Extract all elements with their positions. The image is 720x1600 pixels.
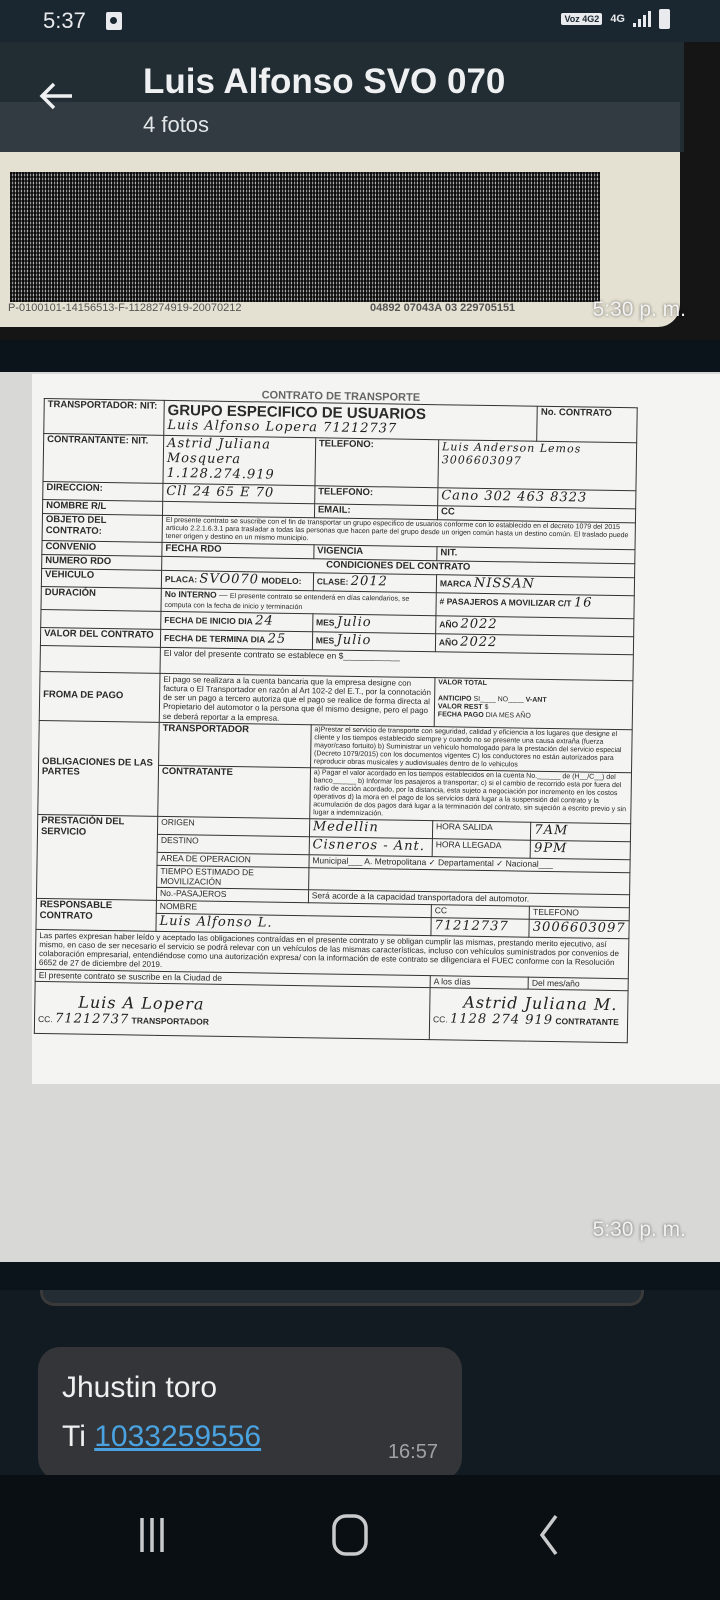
label: CLASE:: [316, 576, 349, 587]
label: DURACIÓN: [41, 586, 161, 611]
value: Cano 302 463 8323: [438, 488, 636, 509]
label: # PASAJEROS A MOVILIZAR C/T: [439, 596, 572, 609]
label: AREA DE OPERACION: [157, 852, 309, 867]
label: VIGENCIA: [314, 545, 437, 561]
label: FROMA DE PAGO: [39, 671, 160, 722]
value: 1128 274 919: [449, 1011, 554, 1028]
label: CC: [437, 506, 635, 523]
label: PLACA:: [164, 573, 198, 585]
label: V-ANT: [525, 696, 547, 704]
label: No. CONTRATO: [537, 406, 637, 443]
value: Cisneros - Ant.: [309, 837, 432, 857]
value: 2012: [350, 573, 388, 590]
network-type: 4G: [610, 13, 625, 25]
value: 71212737: [431, 918, 530, 937]
label: AÑO: [515, 712, 531, 720]
label: MARCA: [439, 578, 472, 589]
card-code-right: 04892 07043A 03 229705151: [370, 302, 516, 314]
label: CONVENIO: [42, 540, 162, 556]
label: VALOR TOTAL: [438, 678, 487, 687]
label: ANTICIPO: [438, 695, 472, 703]
label: No.-PASAJEROS: [156, 888, 308, 903]
label: OBLIGACIONES DE LAS PARTES: [38, 720, 159, 816]
value: 71212737: [54, 1011, 130, 1028]
label: ORIGEN: [157, 817, 309, 837]
label: DIA: [485, 711, 498, 720]
text: El valor del presente contrato se establece en $____________: [160, 647, 633, 680]
value: 9PM: [530, 840, 630, 860]
photo-count: 4 fotos: [143, 112, 210, 137]
message-time: 16:57: [387, 1441, 438, 1463]
label: DESTINO: [157, 834, 309, 854]
label: VALOR DEL CONTRATO: [40, 627, 160, 647]
value: 7AM: [531, 822, 631, 842]
text: El presente contrato se suscribe con el fin de transportar un grupo especifico de usuarios conforme con lo establecido en el decreto 1079 del 2015 articulo 2.2.1.6.3.1 para trasladar a todas las personas que hacen parte del grupo desde un origen común hasta un destino común. El traslado puede tener origen y destino en un mismo municipio.: [162, 515, 635, 550]
message-prefix: Ti: [62, 1420, 86, 1453]
status-time: 5:37: [43, 8, 86, 33]
text: a)Prestar el servicio de transporte con seguridad, calidad y eficiencia a los lugares que designe el cliente y los tiempos establecido siempre y cuando no se presente una causa extraña (fuerza mayor/caso fortuito) b) Suministrar un vehiculo homologado para la prestación del servicio especial (Decreto 1079/2015) con los documentos vigentes C) los conductores no están autorizados para reproducir obras musicales y audiovisuales dentro de lo vehiculos: [310, 724, 632, 772]
label: NUMERO RDO: [42, 554, 162, 570]
status-bar: [0, 0, 720, 42]
label: TELEFONO: [529, 906, 629, 920]
label: FECHA RDO: [162, 542, 314, 558]
value: Luis Alfonso Lopera 71212737: [167, 418, 398, 437]
value: Luis Anderson Lemos 3006603097: [438, 440, 637, 491]
label: CONDICIONES DEL CONTRATO: [162, 556, 635, 577]
contract-form: CONTRATO DE TRANSPORTE TRANSPORTADOR: NIT: GRUPO ESPECIFICO DE USUARIOS Luis Alfonso Lopera 71212737 No. CONTRATO CONTRANTANTE: NIT. Astrid Juliana Mosquera 1.128.274.919 TELEFONO: Luis Anderson Lemos 3006603097 DIRECCION: Cll 24 65 E 70 TELEFONO: Cano 302 463 8323 NOMBRE R/L EMAIL: CC OBJETO DEL CONTRATO: El presente contrato se suscribe con el fin de transportar un grupo especifico de usuarios conforme con lo establecido en el decreto 1079 del 2015 articulo 2.2.1.6.3.1 para trasladar a todas las personas que hacen parte del grupo desde un origen común hasta un destino común. El traslado puede tener origen y destino en un mismo municipio. CONVENIO FECHA RDO VIGENCIA NIT. NUMERO RDO CONDICIONES DEL CONTRATO VEHICULO PLACA: SVO070 MODELO: CLASE: 2012 MARCA NISSAN DURACIÓN No INTERNO — El presente contrato se entenderá en días calendarios, se computa con la fecha de inicio y terminación # PASAJEROS A MOVILIZAR C/T 16 FECHA DE INICIO DIA 24 MES Julio AÑO 2022 VALOR DEL CONTRATO FECHA DE TERMINA DIA 25 MES Julio AÑO 2022 El valor del presente contrato se establece en $____________ FROMA DE PAGO El pago se realizara a la cuenta bancaria que la empresa designe con factura o El Transportador en razón al Art 102-2 del E.T., por la connotación de ser un pago a tercero autoriza que el pago se realice de forma directa al Propietario del automotor o la persona que él mismo designe, pero el pago se deberá reportar a la empresa. VALOR TOTAL ANTICIPO SI____ NO____ V-ANT VALOR REST $ FECHA PAGO DIA MES AÑO OBLIGACIONES DE LAS PARTES TRANSPORTADOR a)Prestar el servicio de transporte con seguridad, calidad y eficiencia a los lugares que designe el cliente y los tiempos establecido siempre y cuando no se presente una causa extraña (fuerza mayor/caso fortuito) b) Suministrar un vehiculo homologado para la prestación del servicio especial (Decreto 1079/2015) con los documentos vigentes C) los conductores no están autorizados para reproducir obras musicales y audiovisuales dentro de lo vehiculos CONTRATANTE a) Pagar el valor acordado en los tiempos establecidos en la cuenta No.______ de (H__/C__) del banco______ b) Informar los pasajeros a transportar; c) si el cambio de recorrido esta por fuera del radio de acción acordado, por la distancia, esta sujeto a negociación por incremento en los costos operativos d) la mora en el pago de los servicios dará lugar a la suspensión del contrato y la acumulación de dos pagos dará lugar a la terminación del contrato, sin sujeción a escrito previo y sin lugar a indemnización. PRESTACIÓN DEL SERVICIO ORIGEN Medellin HORA SALIDA 7AM DESTINO Cisneros - Ant. HORA LLEGADA 9PM AREA DE OPERACION Municipal___ A. Metropolitana ✓ Departamental ✓ Nacional___ TIEMPO ESTIMADO DE MOVILIZACIÓN No.-PASAJEROS Será acorde a la capacidad transportadora del automotor. RESPONSABLE CONTRATO NOMBRE CC TELEFONO Luis Alfonso L. 71212737 3006603097 Las partes expresan haber leído y aceptado las obligaciones contraídas en el presente contrato y se obligan cumplir las mismas, prestando merito ejecutivo, así mismo, en caso de ser necesario el servicio se podrá relevar con un vehículos de las mismas características, incluso con vehículos suministrados por convenios de colaboración empresarial, entendiéndose como una autorización expresa/ con la información de este contrato se diligenciara el FUEC conforme con la Resolución 6652 de 27 de diciembre del 2019. El presente contrato se suscribe en la Ciudad de A los días Del mes/año Luis A Lopera CC. 71212737 TRANSPORTADOR Astrid Juliana M. CC. 1128 274 919 CONTRATANTE: [34, 386, 638, 1044]
label: CC: [431, 905, 530, 919]
value: 24: [255, 613, 274, 629]
photo-timestamp: 5:30 p. m.: [592, 298, 686, 321]
navigation-bar: [0, 1475, 720, 1600]
home-icon[interactable]: [320, 1510, 380, 1560]
value: Julio: [336, 614, 372, 631]
label: FECHA PAGO: [437, 711, 484, 719]
value: 25: [267, 631, 287, 647]
label: TRANSPORTADOR: NIT:: [44, 399, 165, 436]
recent-apps-icon[interactable]: [122, 1510, 182, 1560]
value: Julio: [336, 632, 372, 648]
label: CONTRATANTE: [555, 1015, 619, 1027]
form-heading: CONTRATO DE TRANSPORTE: [261, 389, 421, 404]
signature-contratante: Astrid Juliana M.: [463, 993, 618, 1015]
label: MES: [316, 617, 335, 628]
value: 2022: [460, 634, 498, 650]
label: A los días: [430, 975, 529, 989]
value: Medellin: [309, 819, 432, 839]
back-arrow-icon[interactable]: [36, 80, 76, 112]
message-name: Jhustin toro: [62, 1371, 218, 1404]
text: Será acorde a la capacidad transportadora del automotor.: [308, 890, 629, 908]
label: FECHA DE TERMINA: [163, 632, 249, 645]
label: MODELO:: [261, 575, 302, 586]
phone-link[interactable]: 1033259556: [94, 1420, 262, 1453]
value: Cll 24 65 E 70: [163, 483, 315, 503]
form-title: GRUPO ESPECIFICO DE USUARIOS: [167, 401, 427, 424]
label: NOMBRE R/L: [42, 499, 162, 515]
label: CONTRATANTE: [158, 765, 311, 819]
chat-header: [0, 42, 684, 152]
label: OBJETO DEL CONTRATO:: [42, 513, 162, 542]
label: DIA: [238, 615, 253, 627]
label: EMAIL:: [314, 504, 437, 520]
label: AÑO: [439, 619, 459, 630]
label: CC.: [37, 1013, 53, 1024]
label: MES: [315, 635, 335, 646]
label: DIA: [250, 634, 266, 645]
battery-icon: [659, 9, 670, 29]
signature-transportador: Luis A Lopera: [78, 992, 205, 1014]
photo-contract[interactable]: [0, 372, 720, 1262]
value: NISSAN: [473, 575, 535, 592]
label: FECHA DE INICIO: [164, 614, 236, 626]
label: PRESTACIÓN DEL SERVICIO: [36, 815, 157, 901]
signal-icon: [633, 11, 651, 27]
label: TRANSPORTADOR: [131, 1015, 209, 1027]
label: HORA SALIDA: [432, 821, 531, 840]
text: El presente contrato se entenderá en días calendarios, se computa con la fecha de inicio y terminación: [164, 592, 410, 611]
label: TIEMPO ESTIMADO DE MOVILIZACIÓN: [157, 865, 309, 890]
label: No INTERNO: [164, 588, 217, 600]
contact-title: Luis Alfonso SVO 070: [143, 62, 506, 101]
text: $: [484, 703, 489, 711]
label: Del mes/año: [528, 977, 628, 991]
previous-message-bubble[interactable]: [40, 1290, 644, 1306]
value: 3006603097: [529, 919, 629, 939]
label: VALOR REST: [437, 703, 483, 711]
value: 16: [573, 595, 593, 611]
label: El presente contrato se suscribe en la Ciudad de: [35, 969, 430, 988]
label: AÑO: [438, 637, 458, 648]
text: Las partes expresan haber leído y aceptado las obligaciones contraídas en el presente contrato y se obligan cumplir las mismas, prestando merito ejecutivo, así mismo, en caso de ser necesario el servicio se podrá relevar con un vehículos de las mismas características, incluso con vehículos suministrados por convenios de colaboración empresarial, entendiéndose como una autorización expresa/ con la información de este contrato se diligenciara el FUEC conforme con la Resolución 6652 de 27 de diciembre del 2019.: [35, 929, 629, 978]
value: Astrid Juliana Mosquera 1.128.274.919: [163, 436, 316, 486]
label: HORA LLEGADA: [432, 839, 531, 858]
text: El pago se realizara a la cuenta bancaria que la empresa designe con factura o El Transportador en razón al Art 102-2 del E.T., por la connotación de ser un pago a tercero autoriza que el pago se realice de forma directa al Propietario del automotor o la persona que él mismo designe, pero el pago se deberá reportar a la empresa.: [159, 673, 435, 726]
label: RESPONSABLE CONTRATO: [36, 899, 156, 932]
label: CC.: [432, 1013, 448, 1025]
message-bubble[interactable]: [38, 1347, 462, 1480]
screen-record-icon: [106, 12, 122, 30]
label: TRANSPORTADOR: [159, 722, 311, 768]
back-icon[interactable]: [522, 1510, 582, 1560]
label: CONTRANTANTE: NIT.: [43, 434, 164, 484]
label: TELEFONO:: [314, 486, 437, 506]
label: TELEFONO:: [315, 438, 439, 488]
volte-badge: Voz 4G2: [561, 13, 602, 25]
barcode: [10, 172, 600, 302]
label: NIT.: [437, 547, 635, 564]
label: DIRECCION:: [43, 481, 163, 501]
label: NOMBRE: [156, 900, 431, 917]
photo-timestamp: 5:30 p. m.: [592, 1218, 686, 1241]
text: SI____ NO____: [473, 695, 524, 704]
card-code-left: P-0100101-14156513-F-1128274919-20070212: [8, 302, 242, 314]
chat-background: [0, 1290, 720, 1475]
text: a) Pagar el valor acordado en los tiempos establecidos en la cuenta No.______ de (H__/C__) del banco______ b) Informar los pasajeros a transportar; c) si el cambio de recorrido esta por fuera del radio de acción acordado, por la distancia, esta sujeto a negociación por incremento en los costos operativos d) la mora en el pago de los servicios dará lugar a la suspensión del contrato y la acumulación de dos pagos dará lugar a la terminación del contrato, sin sujeción a escrito previo y sin lugar a indemnización.: [310, 768, 632, 824]
value: Luis Alfonso L.: [156, 913, 431, 935]
text: Municipal___ A. Metropolitana ✓ Departamental ✓ Nacional___: [309, 855, 630, 873]
label: VEHICULO: [41, 568, 161, 588]
label: MES: [498, 712, 515, 720]
value: SVO070: [199, 571, 260, 588]
value: 2022: [460, 616, 498, 633]
